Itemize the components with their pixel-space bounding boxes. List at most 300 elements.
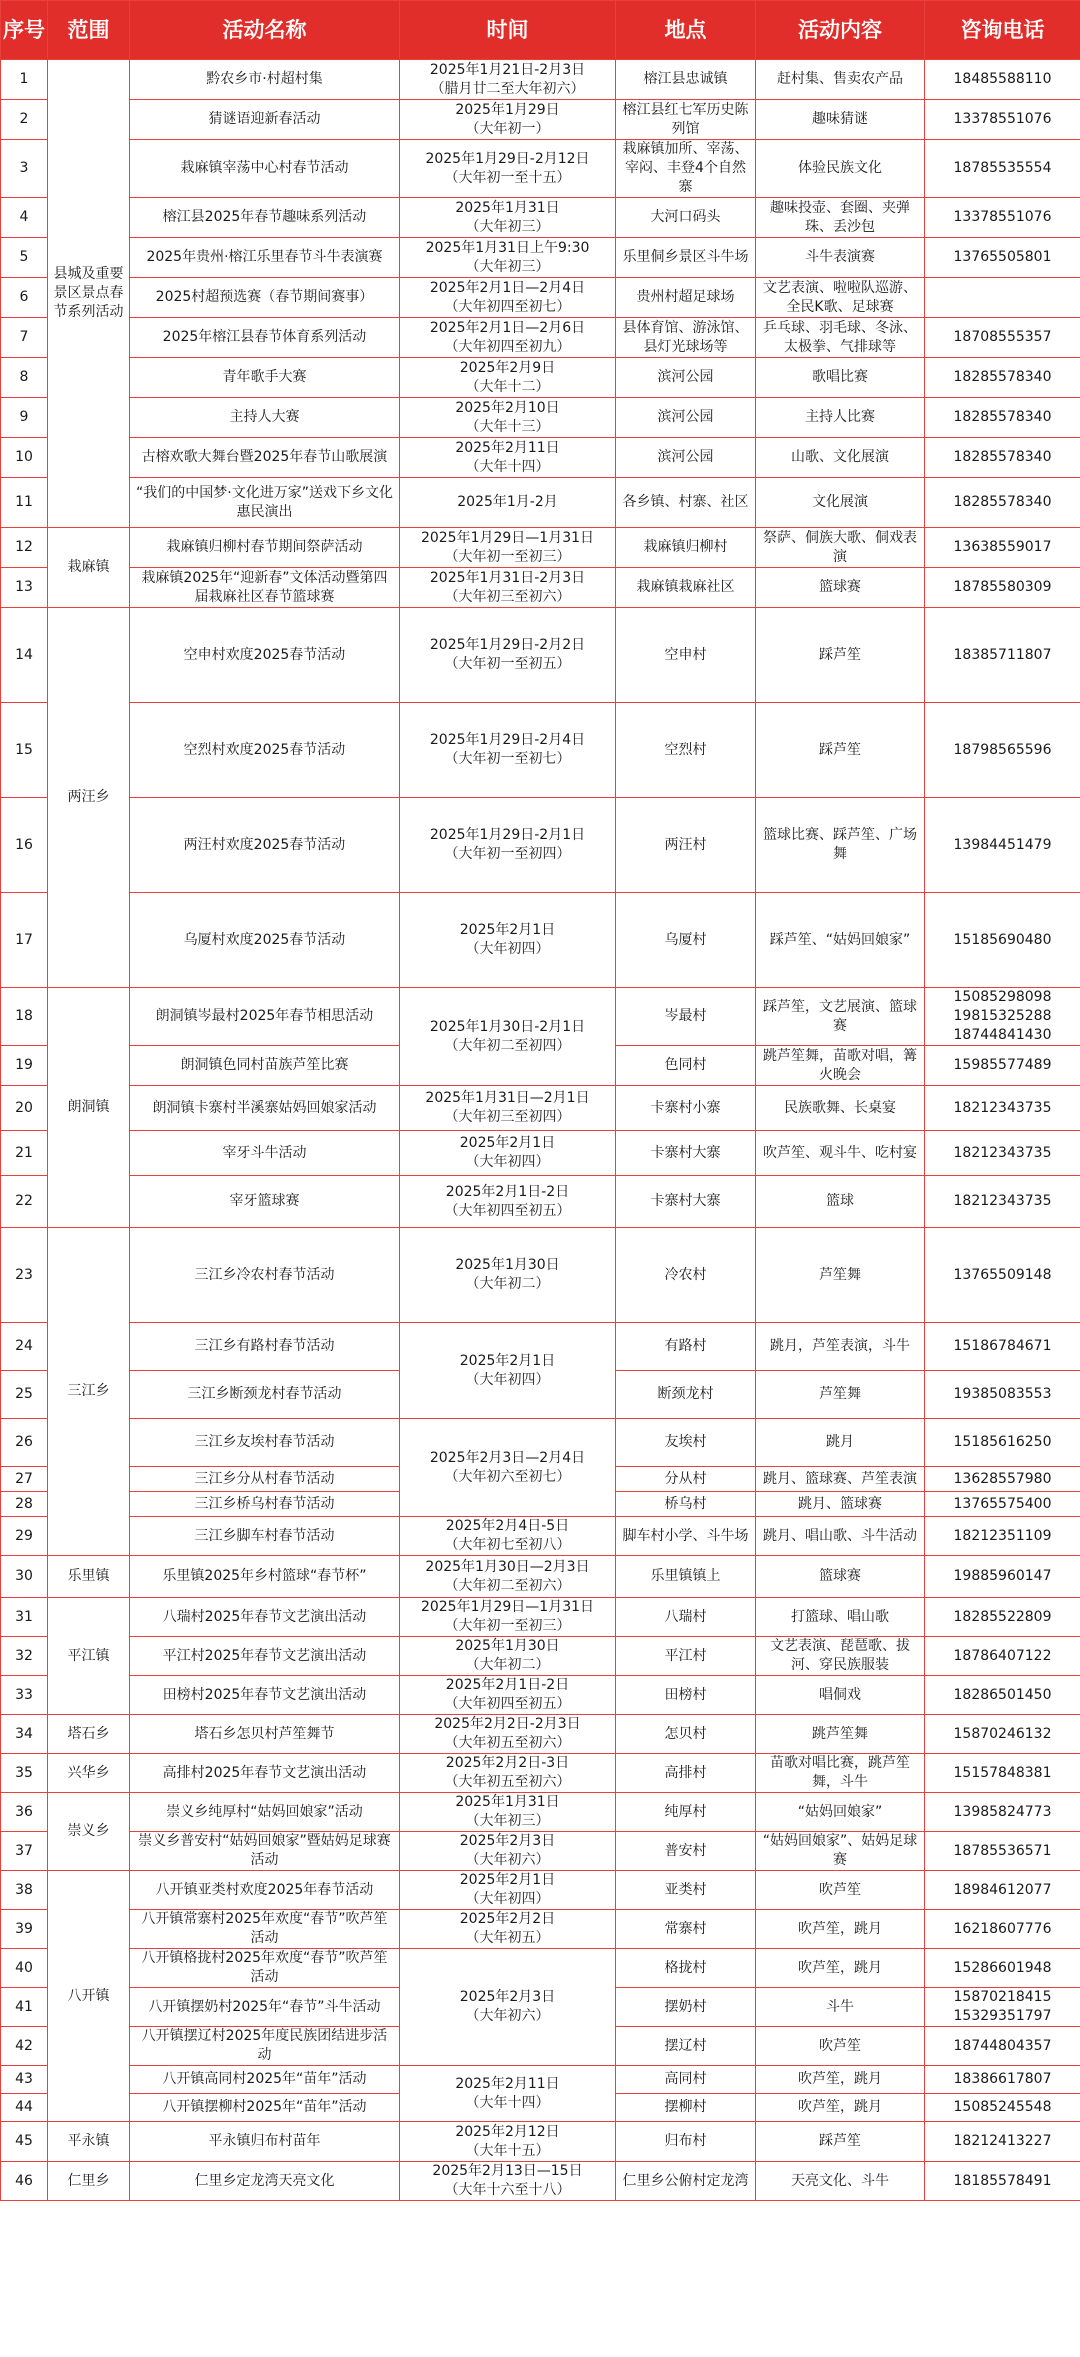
activity-name: 三江乡友埃村春节活动 (130, 1419, 400, 1467)
row-number: 20 (1, 1086, 48, 1131)
time-cell: 2025年1月29日-2月2日 （大年初一至初五） (400, 608, 616, 703)
time-cell: 2025年1月29日-2月4日 （大年初一至初七） (400, 703, 616, 798)
place-cell: 冷农村 (616, 1228, 756, 1323)
content-cell: “姑妈回娘家”、姑妈足球赛 (756, 1832, 925, 1871)
table-row (1, 2066, 1080, 2094)
phone-cell (925, 278, 1080, 318)
content-cell: 芦笙舞 (756, 1371, 925, 1419)
place-cell: 栽麻镇栽麻社区 (616, 568, 756, 608)
row-number: 35 (1, 1754, 48, 1793)
place-cell: 卡寨村小寨 (616, 1086, 756, 1131)
table-row (1, 1871, 1080, 1910)
time-cell: 2025年2月9日 （大年十二） (400, 358, 616, 398)
phone-cell: 13765575400 (925, 1492, 1080, 1517)
phone-cell: 18798565596 (925, 703, 1080, 798)
place-cell: 榕江县忠诚镇 (616, 60, 756, 100)
activity-name: 高排村2025年春节文艺演出活动 (130, 1754, 400, 1793)
header-region: 范围 (48, 1, 130, 60)
activity-name: 八瑞村2025年春节文艺演出活动 (130, 1598, 400, 1637)
activity-name: 2025村超预选赛（春节期间赛事） (130, 278, 400, 318)
table-row (1, 1676, 1080, 1715)
table-body (1, 60, 1080, 2201)
place-cell: 怎贝村 (616, 1715, 756, 1754)
table-row (1, 703, 1080, 798)
time-cell: 2025年2月1日-2日 （大年初四至初五） (400, 1676, 616, 1715)
content-cell: 文化展演 (756, 478, 925, 528)
time-cell: 2025年2月1日 （大年初四） (400, 1131, 616, 1176)
activity-name: 朗洞镇卡寨村半溪寨姑妈回娘家活动 (130, 1086, 400, 1131)
header-phone: 咨询电话 (925, 1, 1080, 60)
table-row (1, 478, 1080, 528)
content-cell: 踩芦笙，文艺展演、篮球赛 (756, 988, 925, 1046)
table-row (1, 60, 1080, 100)
content-cell: 踩芦笙 (756, 703, 925, 798)
place-cell: 摆奶村 (616, 1988, 756, 2027)
activity-name: 八开镇高同村2025年“苗年”活动 (130, 2066, 400, 2094)
table-row (1, 528, 1080, 568)
phone-cell: 18785536571 (925, 1832, 1080, 1871)
header-activity-name: 活动名称 (130, 1, 400, 60)
place-cell: 常寨村 (616, 1910, 756, 1949)
activity-name: 三江乡有路村春节活动 (130, 1323, 400, 1371)
activity-name: 八开镇格拢村2025年欢度“春节”吹芦笙活动 (130, 1949, 400, 1988)
content-cell: 打篮球、唱山歌 (756, 1598, 925, 1637)
row-number: 36 (1, 1793, 48, 1832)
place-cell: 滨河公园 (616, 398, 756, 438)
phone-cell: 15870246132 (925, 1715, 1080, 1754)
row-number: 43 (1, 2066, 48, 2094)
activity-name: 平江村2025年春节文艺演出活动 (130, 1637, 400, 1676)
content-cell: 民族歌舞、长桌宴 (756, 1086, 925, 1131)
phone-cell: 13984451479 (925, 798, 1080, 893)
phone-cell: 13765505801 (925, 238, 1080, 278)
row-number: 19 (1, 1046, 48, 1086)
region-cell: 乐里镇 (48, 1556, 130, 1598)
table-row (1, 798, 1080, 893)
place-cell: 纯厚村 (616, 1793, 756, 1832)
phone-cell: 13765509148 (925, 1228, 1080, 1323)
content-cell: 天亮文化、斗牛 (756, 2162, 925, 2201)
place-cell: 亚类村 (616, 1871, 756, 1910)
table-row (1, 1754, 1080, 1793)
activity-name: 塔石乡怎贝村芦笙舞节 (130, 1715, 400, 1754)
content-cell: 主持人比赛 (756, 398, 925, 438)
phone-cell: 18212343735 (925, 1176, 1080, 1228)
time-cell: 2025年1月30日 （大年初二） (400, 1228, 616, 1323)
table-row (1, 1832, 1080, 1871)
time-cell: 2025年1月31日上午9:30 （大年初三） (400, 238, 616, 278)
table-row (1, 278, 1080, 318)
table-row (1, 1715, 1080, 1754)
content-cell: 趣味猜谜 (756, 100, 925, 140)
phone-cell: 15985577489 (925, 1046, 1080, 1086)
phone-cell: 13378551076 (925, 100, 1080, 140)
place-cell: 滨河公园 (616, 358, 756, 398)
place-cell: 栽麻镇归柳村 (616, 528, 756, 568)
region-cell: 八开镇 (48, 1871, 130, 2122)
table-row (1, 1131, 1080, 1176)
region-cell: 两汪乡 (48, 608, 130, 988)
content-cell: 吹芦笙，跳月 (756, 2066, 925, 2094)
phone-cell: 18744804357 (925, 2027, 1080, 2066)
header-content: 活动内容 (756, 1, 925, 60)
content-cell: 吹芦笙，跳月 (756, 2094, 925, 2122)
content-cell: 唱侗戏 (756, 1676, 925, 1715)
phone-cell: 13378551076 (925, 198, 1080, 238)
activity-name: 朗洞镇岑最村2025年春节相思活动 (130, 988, 400, 1046)
row-number: 11 (1, 478, 48, 528)
activity-name: 八开镇摆柳村2025年“苗年”活动 (130, 2094, 400, 2122)
place-cell: 县体育馆、游泳馆、县灯光球场等 (616, 318, 756, 358)
phone-cell: 18285578340 (925, 358, 1080, 398)
place-cell: 有路村 (616, 1323, 756, 1371)
time-cell: 2025年2月11日 （大年十四） (400, 2066, 616, 2122)
row-number: 1 (1, 60, 48, 100)
place-cell: 格拢村 (616, 1949, 756, 1988)
table-row (1, 1793, 1080, 1832)
activity-name: 青年歌手大赛 (130, 358, 400, 398)
row-number: 23 (1, 1228, 48, 1323)
activity-name: 朗洞镇色同村苗族芦笙比赛 (130, 1046, 400, 1086)
region-cell: 塔石乡 (48, 1715, 130, 1754)
activity-name: 榕江县2025年春节趣味系列活动 (130, 198, 400, 238)
phone-cell: 18386617807 (925, 2066, 1080, 2094)
time-cell: 2025年1月31日-2月3日 （大年初三至初六） (400, 568, 616, 608)
table-row (1, 1910, 1080, 1949)
row-number: 3 (1, 140, 48, 198)
time-cell: 2025年1月31日—2月1日 （大年初三至初四） (400, 1086, 616, 1131)
table-row (1, 198, 1080, 238)
place-cell: 友埃村 (616, 1419, 756, 1467)
activity-name: 栽麻镇2025年“迎新春”文体活动暨第四届栽麻社区春节篮球赛 (130, 568, 400, 608)
place-cell: 两汪村 (616, 798, 756, 893)
row-number: 46 (1, 2162, 48, 2201)
place-cell: 乌厦村 (616, 893, 756, 988)
content-cell: 吹芦笙，跳月 (756, 1910, 925, 1949)
table-row (1, 398, 1080, 438)
content-cell: 踩芦笙、“姑妈回娘家” (756, 893, 925, 988)
phone-cell: 13985824773 (925, 1793, 1080, 1832)
activity-name: 八开镇亚类村欢度2025年春节活动 (130, 1871, 400, 1910)
phone-cell: 18984612077 (925, 1871, 1080, 1910)
phone-cell: 19385083553 (925, 1371, 1080, 1419)
place-cell: 桥乌村 (616, 1492, 756, 1517)
activity-name: 崇义乡普安村“姑妈回娘家”暨姑妈足球赛活动 (130, 1832, 400, 1871)
row-number: 39 (1, 1910, 48, 1949)
row-number: 24 (1, 1323, 48, 1371)
activity-name: 黔农乡市·村超村集 (130, 60, 400, 100)
time-cell: 2025年1月31日 （大年初三） (400, 1793, 616, 1832)
time-cell: 2025年1月30日—2月3日 （大年初二至初六） (400, 1556, 616, 1598)
phone-cell: 18285578340 (925, 438, 1080, 478)
place-cell: 滨河公园 (616, 438, 756, 478)
place-cell: 八瑞村 (616, 1598, 756, 1637)
place-cell: 色同村 (616, 1046, 756, 1086)
content-cell: 趣味投壶、套圈、夹弹珠、丢沙包 (756, 198, 925, 238)
content-cell: 文艺表演、啦啦队巡游、全民K歌、足球赛 (756, 278, 925, 318)
place-cell: 平江村 (616, 1637, 756, 1676)
activity-name: 栽麻镇宰荡中心村春节活动 (130, 140, 400, 198)
table-row (1, 358, 1080, 398)
row-number: 30 (1, 1556, 48, 1598)
row-number: 4 (1, 198, 48, 238)
table-row (1, 238, 1080, 278)
time-cell: 2025年1月21日-2月3日 （腊月廿二至大年初六） (400, 60, 616, 100)
row-number: 5 (1, 238, 48, 278)
region-cell: 崇义乡 (48, 1793, 130, 1871)
region-cell: 朗洞镇 (48, 988, 130, 1228)
phone-cell: 18785580309 (925, 568, 1080, 608)
activity-name: 崇义乡纯厚村“姑妈回娘家”活动 (130, 1793, 400, 1832)
row-number: 27 (1, 1467, 48, 1492)
content-cell: 乒乓球、羽毛球、冬泳、太极拳、气排球等 (756, 318, 925, 358)
content-cell: 赶村集、售卖农产品 (756, 60, 925, 100)
content-cell: 芦笙舞 (756, 1228, 925, 1323)
row-number: 6 (1, 278, 48, 318)
activity-name: 猜谜语迎新春活动 (130, 100, 400, 140)
activity-name: 田榜村2025年春节文艺演出活动 (130, 1676, 400, 1715)
row-number: 17 (1, 893, 48, 988)
region-cell: 三江乡 (48, 1228, 130, 1556)
phone-cell: 15085245548 (925, 2094, 1080, 2122)
row-number: 18 (1, 988, 48, 1046)
row-number: 40 (1, 1949, 48, 1988)
phone-cell: 19885960147 (925, 1556, 1080, 1598)
row-number: 32 (1, 1637, 48, 1676)
place-cell: 榕江县红七军历史陈列馆 (616, 100, 756, 140)
time-cell: 2025年2月1日—2月6日 （大年初四至初九） (400, 318, 616, 358)
row-number: 44 (1, 2094, 48, 2122)
row-number: 21 (1, 1131, 48, 1176)
activity-name: 仁里乡定龙湾天亮文化 (130, 2162, 400, 2201)
table-row (1, 2122, 1080, 2162)
row-number: 8 (1, 358, 48, 398)
activity-name: 三江乡桥乌村春节活动 (130, 1492, 400, 1517)
content-cell: 跳月、唱山歌、斗牛活动 (756, 1517, 925, 1556)
activity-name: 空烈村欢度2025春节活动 (130, 703, 400, 798)
activity-name: “我们的中国梦·文化进万家”送戏下乡文化惠民演出 (130, 478, 400, 528)
place-cell: 卡寨村大寨 (616, 1131, 756, 1176)
activity-name: 三江乡冷农村春节活动 (130, 1228, 400, 1323)
place-cell: 高排村 (616, 1754, 756, 1793)
content-cell: 篮球 (756, 1176, 925, 1228)
place-cell: 贵州村超足球场 (616, 278, 756, 318)
content-cell: 跳月 (756, 1419, 925, 1467)
row-number: 10 (1, 438, 48, 478)
place-cell: 空申村 (616, 608, 756, 703)
table-row (1, 1419, 1080, 1467)
place-cell: 仁里乡公俯村定龙湾 (616, 2162, 756, 2201)
phone-cell: 18786407122 (925, 1637, 1080, 1676)
place-cell: 卡寨村大寨 (616, 1176, 756, 1228)
time-cell: 2025年2月1日—2月4日 （大年初四至初七） (400, 278, 616, 318)
time-cell: 2025年1月30日 （大年初二） (400, 1637, 616, 1676)
time-cell: 2025年2月11日 （大年十四） (400, 438, 616, 478)
content-cell: 斗牛 (756, 1988, 925, 2027)
time-cell: 2025年2月3日—2月4日 （大年初六至初七） (400, 1419, 616, 1517)
place-cell: 脚车村小学、斗牛场 (616, 1517, 756, 1556)
row-number: 2 (1, 100, 48, 140)
region-cell: 平永镇 (48, 2122, 130, 2162)
phone-cell: 18212413227 (925, 2122, 1080, 2162)
place-cell: 空烈村 (616, 703, 756, 798)
content-cell: 祭萨、侗族大歌、侗戏表演 (756, 528, 925, 568)
header-place: 地点 (616, 1, 756, 60)
phone-cell: 15286601948 (925, 1949, 1080, 1988)
time-cell: 2025年1月29日-2月1日 （大年初一至初四） (400, 798, 616, 893)
place-cell: 大河口码头 (616, 198, 756, 238)
phone-cell: 18212351109 (925, 1517, 1080, 1556)
region-cell: 仁里乡 (48, 2162, 130, 2201)
content-cell: 篮球赛 (756, 568, 925, 608)
time-cell: 2025年2月1日-2日 （大年初四至初五） (400, 1176, 616, 1228)
time-cell: 2025年1月29日—1月31日 （大年初一至初三） (400, 528, 616, 568)
activity-name: 两汪村欢度2025春节活动 (130, 798, 400, 893)
phone-cell: 15185616250 (925, 1419, 1080, 1467)
row-number: 28 (1, 1492, 48, 1517)
phone-cell: 13638559017 (925, 528, 1080, 568)
content-cell: 苗歌对唱比赛，跳芦笙舞，斗牛 (756, 1754, 925, 1793)
place-cell: 各乡镇、村寨、社区 (616, 478, 756, 528)
activity-name: 乐里镇2025年乡村篮球“春节杯” (130, 1556, 400, 1598)
table-row (1, 893, 1080, 988)
activity-name: 三江乡分从村春节活动 (130, 1467, 400, 1492)
place-cell: 摆柳村 (616, 2094, 756, 2122)
content-cell: 跳月，芦笙表演，斗牛 (756, 1323, 925, 1371)
row-number: 45 (1, 2122, 48, 2162)
place-cell: 普安村 (616, 1832, 756, 1871)
row-number: 13 (1, 568, 48, 608)
phone-cell: 13628557980 (925, 1467, 1080, 1492)
table-row (1, 1086, 1080, 1131)
table-row (1, 1949, 1080, 1988)
activity-name: 2025年榕江县春节体育系列活动 (130, 318, 400, 358)
table-row (1, 1637, 1080, 1676)
row-number: 41 (1, 1988, 48, 2027)
place-cell: 分从村 (616, 1467, 756, 1492)
activity-name: 八开镇常寨村2025年欢度“春节”吹芦笙活动 (130, 1910, 400, 1949)
row-number: 7 (1, 318, 48, 358)
table-row (1, 1176, 1080, 1228)
table-header-row (1, 1, 1080, 60)
time-cell: 2025年2月2日-2月3日 （大年初五至初六） (400, 1715, 616, 1754)
phone-cell: 18485588110 (925, 60, 1080, 100)
time-cell: 2025年1月29日 （大年初一） (400, 100, 616, 140)
content-cell: 跳芦笙舞，苗歌对唱，篝火晚会 (756, 1046, 925, 1086)
row-number: 14 (1, 608, 48, 703)
row-number: 38 (1, 1871, 48, 1910)
phone-cell: 15085298098 19815325288 18744841430 (925, 988, 1080, 1046)
row-number: 29 (1, 1517, 48, 1556)
time-cell: 2025年1月29日—1月31日 （大年初一至初三） (400, 1598, 616, 1637)
table-row (1, 1323, 1080, 1371)
row-number: 33 (1, 1676, 48, 1715)
row-number: 42 (1, 2027, 48, 2066)
phone-cell: 15870218415 15329351797 (925, 1988, 1080, 2027)
content-cell: 山歌、文化展演 (756, 438, 925, 478)
phone-cell: 18212343735 (925, 1131, 1080, 1176)
content-cell: 跳芦笙舞 (756, 1715, 925, 1754)
row-number: 37 (1, 1832, 48, 1871)
phone-cell: 18385711807 (925, 608, 1080, 703)
time-cell: 2025年2月13日—15日 （大年十六至十八） (400, 2162, 616, 2201)
place-cell: 归布村 (616, 2122, 756, 2162)
row-number: 34 (1, 1715, 48, 1754)
time-cell: 2025年2月1日 （大年初四） (400, 1871, 616, 1910)
table-row (1, 1556, 1080, 1598)
phone-cell: 18286501450 (925, 1676, 1080, 1715)
phone-cell: 15157848381 (925, 1754, 1080, 1793)
place-cell: 田榜村 (616, 1676, 756, 1715)
time-cell: 2025年2月4日-5日 （大年初七至初八） (400, 1517, 616, 1556)
activity-name: 宰牙斗牛活动 (130, 1131, 400, 1176)
content-cell: 踩芦笙 (756, 608, 925, 703)
time-cell: 2025年1月30日-2月1日 （大年初二至初四） (400, 988, 616, 1086)
activity-name: 空申村欢度2025春节活动 (130, 608, 400, 703)
content-cell: 篮球比赛、踩芦笙、广场舞 (756, 798, 925, 893)
time-cell: 2025年2月12日 （大年十五） (400, 2122, 616, 2162)
phone-cell: 15185690480 (925, 893, 1080, 988)
content-cell: 文艺表演、琵琶歌、拔河、穿民族服装 (756, 1637, 925, 1676)
time-cell: 2025年2月2日-3日 （大年初五至初六） (400, 1754, 616, 1793)
table-row (1, 1598, 1080, 1637)
row-number: 12 (1, 528, 48, 568)
time-cell: 2025年2月3日 （大年初六） (400, 1832, 616, 1871)
activity-name: 主持人大赛 (130, 398, 400, 438)
table-row (1, 1228, 1080, 1323)
time-cell: 2025年2月10日 （大年十三） (400, 398, 616, 438)
region-cell: 兴华乡 (48, 1754, 130, 1793)
place-cell: 断颈龙村 (616, 1371, 756, 1419)
phone-cell: 18285578340 (925, 478, 1080, 528)
activity-name: 宰牙篮球赛 (130, 1176, 400, 1228)
content-cell: 跳月、篮球赛 (756, 1492, 925, 1517)
place-cell: 高同村 (616, 2066, 756, 2094)
header-no: 序号 (1, 1, 48, 60)
region-cell: 县城及重要景区景点春节系列活动 (48, 60, 130, 528)
row-number: 16 (1, 798, 48, 893)
place-cell: 摆辽村 (616, 2027, 756, 2066)
content-cell: 吹芦笙，跳月 (756, 1949, 925, 1988)
content-cell: “姑妈回娘家” (756, 1793, 925, 1832)
time-cell: 2025年1月31日 （大年初三） (400, 198, 616, 238)
table-row (1, 988, 1080, 1046)
region-cell: 平江镇 (48, 1598, 130, 1715)
phone-cell: 18785535554 (925, 140, 1080, 198)
time-cell: 2025年1月-2月 (400, 478, 616, 528)
row-number: 25 (1, 1371, 48, 1419)
phone-cell: 16218607776 (925, 1910, 1080, 1949)
table-row (1, 568, 1080, 608)
time-cell: 2025年2月3日 （大年初六） (400, 1949, 616, 2066)
place-cell: 栽麻镇加所、宰荡、宰闷、丰登4个自然寨 (616, 140, 756, 198)
phone-cell: 18212343735 (925, 1086, 1080, 1131)
table-row (1, 100, 1080, 140)
activity-name: 2025年贵州·榕江乐里春节斗牛表演赛 (130, 238, 400, 278)
table-row (1, 608, 1080, 703)
activity-name: 八开镇摆奶村2025年“春节”斗牛活动 (130, 1988, 400, 2027)
activity-name: 栽麻镇归柳村春节期间祭萨活动 (130, 528, 400, 568)
row-number: 22 (1, 1176, 48, 1228)
row-number: 15 (1, 703, 48, 798)
content-cell: 吹芦笙、观斗牛、吃村宴 (756, 1131, 925, 1176)
time-cell: 2025年1月29日-2月12日 （大年初一至十五） (400, 140, 616, 198)
activity-name: 八开镇摆辽村2025年度民族团结进步活动 (130, 2027, 400, 2066)
content-cell: 体验民族文化 (756, 140, 925, 198)
content-cell: 踩芦笙 (756, 2122, 925, 2162)
table-row (1, 318, 1080, 358)
row-number: 9 (1, 398, 48, 438)
